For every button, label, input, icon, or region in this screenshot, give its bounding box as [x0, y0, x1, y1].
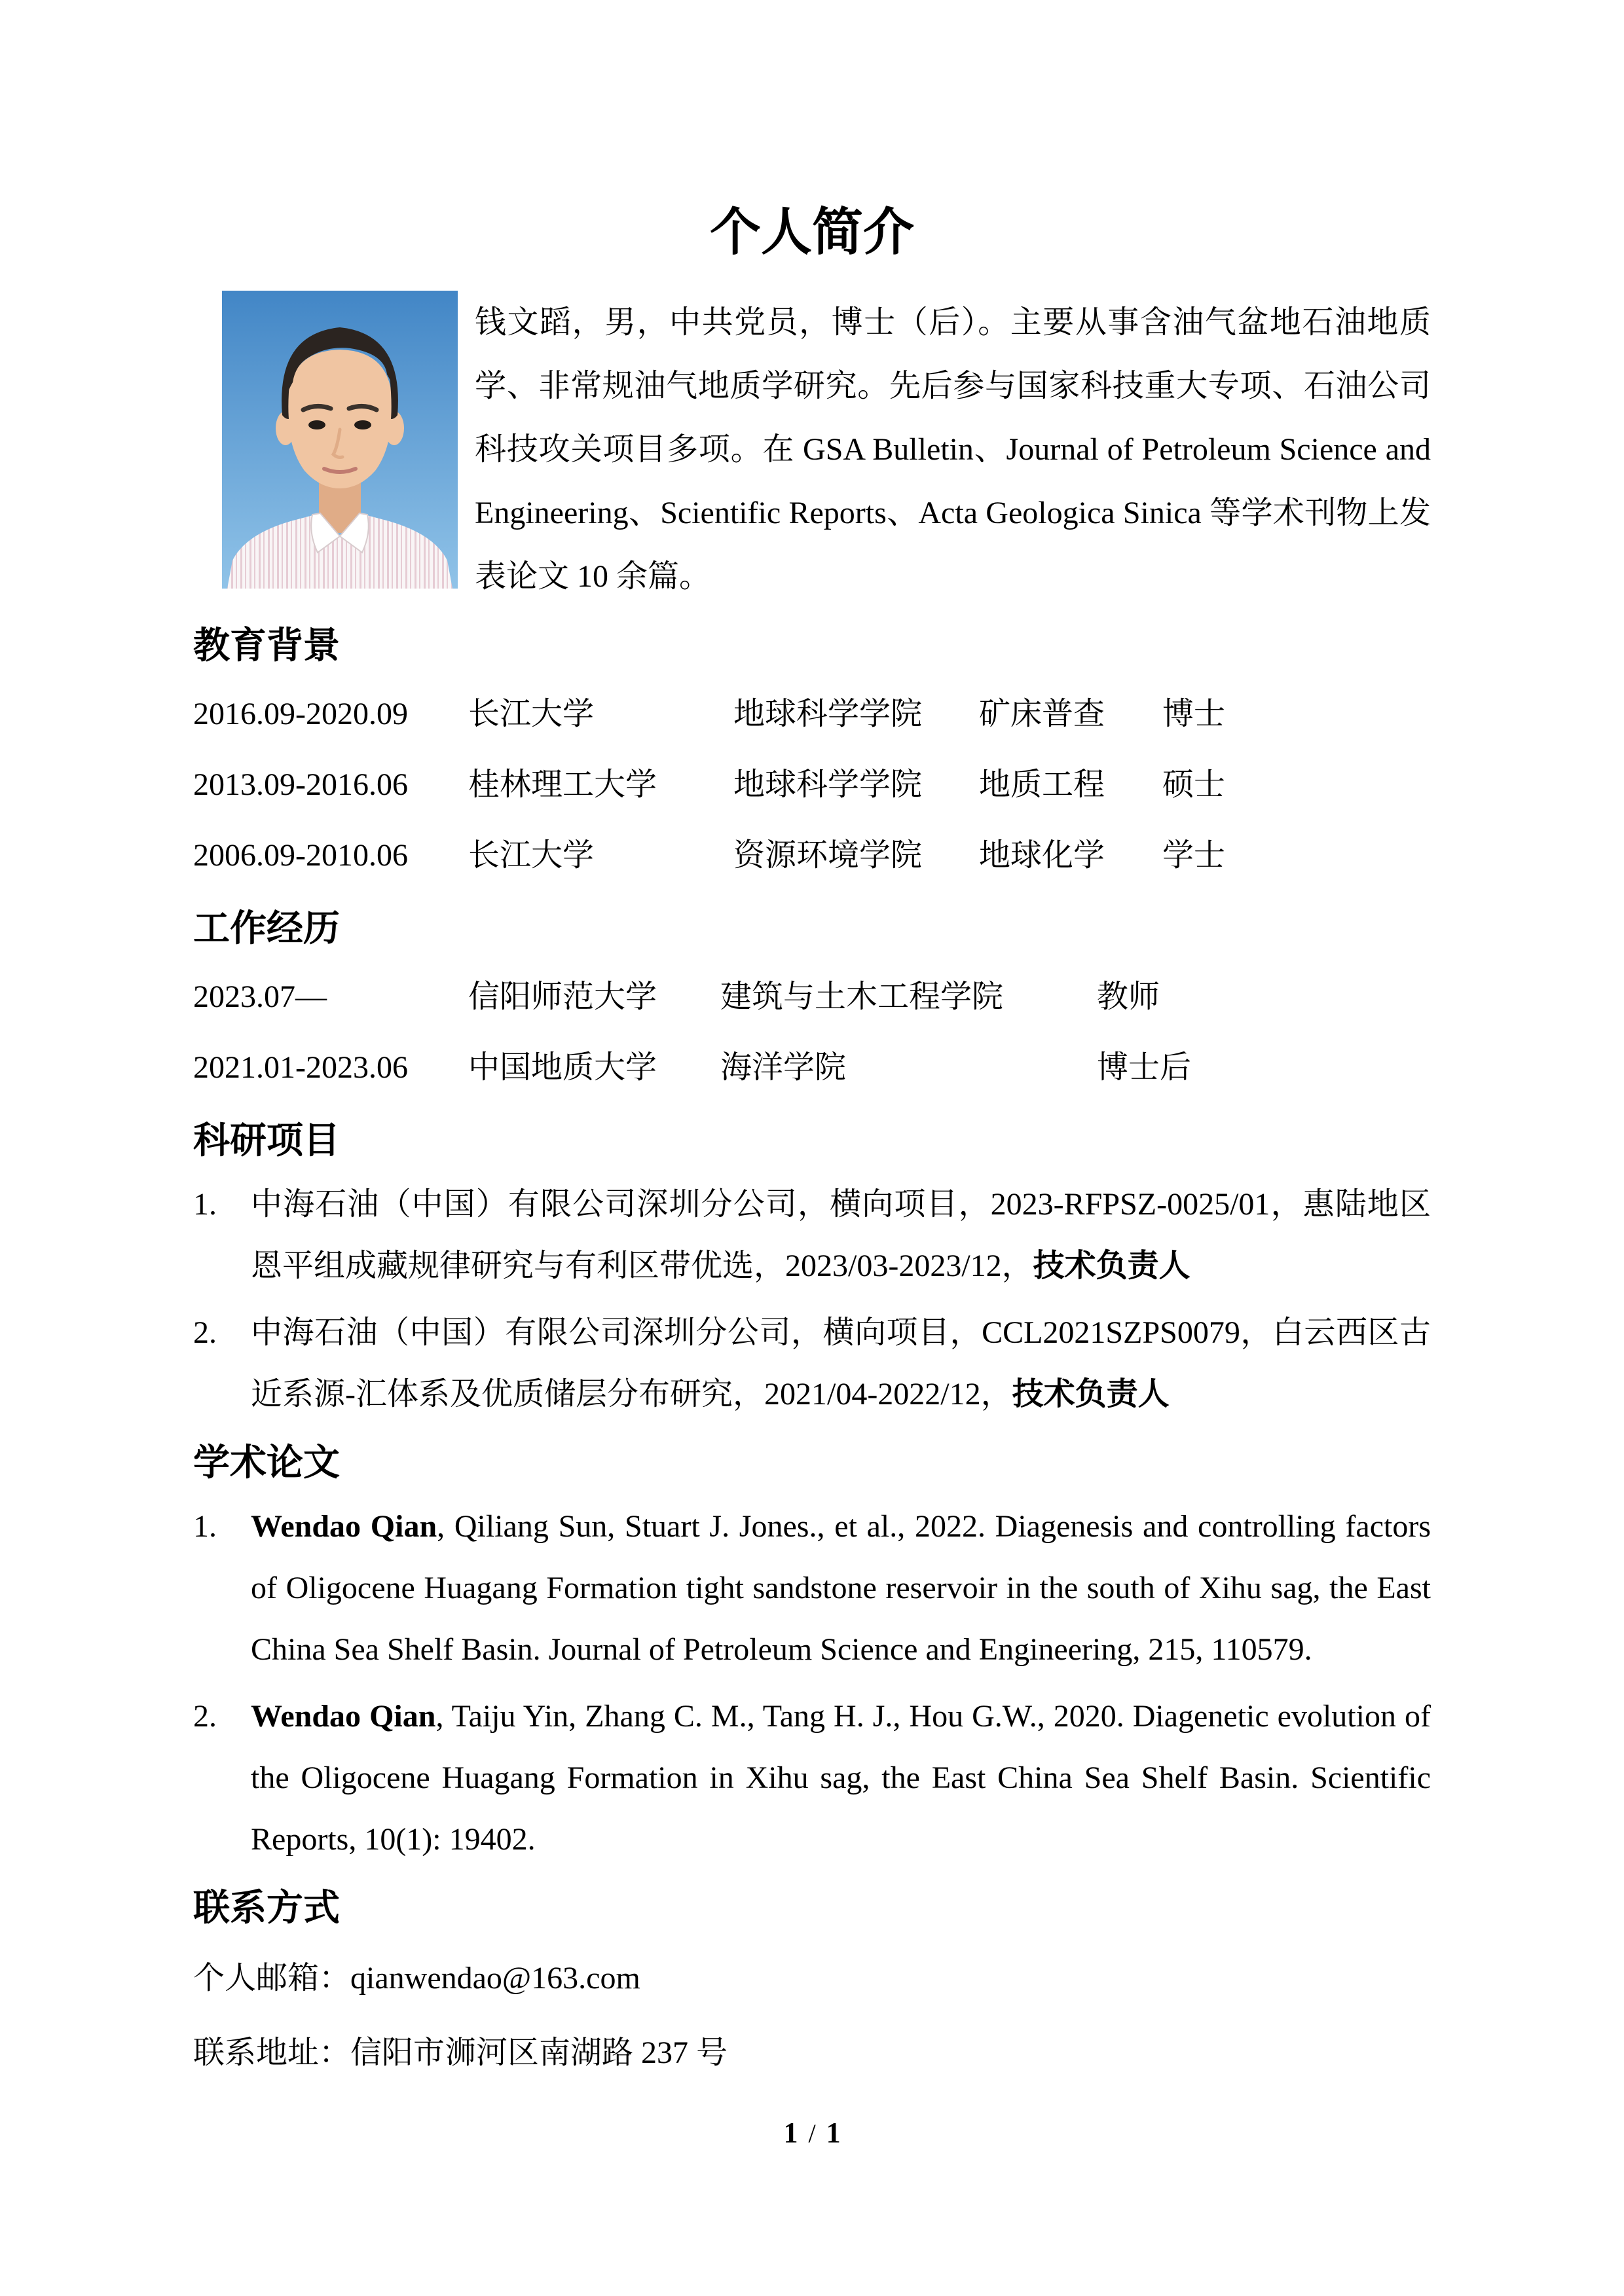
- contact-line-email: [193, 1941, 1431, 2016]
- work-department: 建筑与土木工程学院: [720, 979, 1004, 1014]
- work-row: [193, 962, 1431, 1032]
- paper-citation: [251, 1496, 1431, 1681]
- section-heading-work: 工作经历: [193, 907, 340, 949]
- contact-label: 联系地址：: [193, 2035, 351, 2070]
- edu-period: 2016.09-2020.09: [193, 697, 408, 731]
- work-department: 海洋学院: [720, 1050, 847, 1085]
- paper-first-author: Wendao Qian: [251, 1509, 437, 1544]
- section-heading-contact: 联系方式: [193, 1887, 340, 1928]
- education-row: [193, 820, 1431, 891]
- paper-item: [193, 1686, 1431, 1870]
- projects-list: [193, 1174, 1431, 1425]
- work-title: 教师: [1097, 979, 1160, 1014]
- education-row: [193, 750, 1431, 820]
- section-heading-papers: 学术论文: [193, 1442, 340, 1483]
- contact-line-address: [193, 2016, 1431, 2090]
- education-row: [193, 679, 1431, 750]
- page-separator: /: [808, 2119, 816, 2148]
- id-photo-illustration: [222, 291, 458, 589]
- project-role: 技术负责人: [1012, 1377, 1170, 1412]
- contact-address-value: 信阳市浉河区南湖路 237 号: [350, 2035, 728, 2070]
- work-period: 2021.01-2023.06: [193, 1050, 408, 1085]
- project-number: 1.: [193, 1187, 217, 1222]
- edu-major: 矿床普查: [979, 697, 1105, 731]
- paper-text: , Qiliang Sun, Stuart J. Jones., et al., 2022. Diagenesis and controlling factors of Oligocene Huagang Formation tight sandstone reservoir in the south of Xihu sag, the East China Sea Shelf Basin. Journal of Petroleum Science and Engineering, 215, 110579.: [251, 1509, 1431, 1667]
- page-total: 1: [826, 2117, 841, 2149]
- work-employer: 中国地质大学: [468, 1050, 657, 1085]
- project-item: [193, 1174, 1431, 1297]
- contact-email-value: qianwendao@163.com: [350, 1961, 640, 1995]
- edu-college: 地球科学学院: [733, 697, 923, 731]
- work-row: [193, 1032, 1431, 1103]
- edu-period: 2006.09-2010.06: [193, 838, 408, 873]
- edu-college: 资源环境学院: [733, 838, 923, 873]
- edu-school: 桂林理工大学: [468, 767, 657, 802]
- paper-number: 1.: [193, 1509, 217, 1544]
- edu-college: 地球科学学院: [733, 767, 923, 802]
- paper-citation: [251, 1686, 1431, 1870]
- work-period: 2023.07—: [193, 979, 327, 1014]
- photo-eye-left: [308, 420, 325, 429]
- project-role: 技术负责人: [1033, 1248, 1190, 1283]
- edu-major: 地质工程: [979, 767, 1105, 802]
- page-current: 1: [783, 2117, 798, 2149]
- education-table: [193, 679, 1431, 891]
- contact-block: [193, 1941, 1431, 2090]
- paper-first-author: Wendao Qian: [251, 1699, 436, 1734]
- edu-degree: 硕士: [1162, 767, 1226, 802]
- section-heading-education: 教育背景: [193, 625, 340, 666]
- photo-eye-right: [354, 420, 371, 429]
- contact-label: 个人邮箱：: [193, 1961, 351, 1995]
- edu-period: 2013.09-2016.06: [193, 767, 408, 802]
- project-item: [193, 1302, 1431, 1425]
- papers-list: [193, 1496, 1431, 1870]
- work-title: 博士后: [1097, 1050, 1192, 1085]
- page-title: 个人简介: [709, 203, 914, 261]
- work-employer: 信阳师范大学: [468, 979, 657, 1014]
- section-heading-projects: 科研项目: [193, 1120, 340, 1161]
- edu-degree: 博士: [1162, 697, 1226, 731]
- work-table: [193, 962, 1431, 1103]
- paper-number: 2.: [193, 1699, 217, 1734]
- project-text: 中海石油（中国）有限公司深圳分公司，横向项目，CCL2021SZPS0079，白云西区古近系源-汇体系及优质储层分布研究，2021/04-2022/12，: [251, 1315, 1431, 1412]
- project-description: [251, 1174, 1431, 1297]
- paper-text: , Taiju Yin, Zhang C. M., Tang H. J., Hou G.W., 2020. Diagenetic evolution of the Oligocene Huagang Formation in Xihu sag, the East China Sea Shelf Basin. Scientific Reports, 10(1): 19402.: [251, 1699, 1431, 1857]
- profile-section: [193, 291, 1431, 608]
- page-number-footer: [0, 2116, 1624, 2151]
- project-text: 中海石油（中国）有限公司深圳分公司，横向项目，2023-RFPSZ-0025/01，惠陆地区恩平组成藏规律研究与有利区带优选，2023/03-2023/12，: [251, 1187, 1431, 1283]
- edu-school: 长江大学: [468, 697, 595, 731]
- profile-summary: 钱文蹈，男，中共党员，博士（后）。主要从事含油气盆地石油地质学、非常规油气地质学研究。先后参与国家科技重大专项、石油公司科技攻关项目多项。在 GSA Bulletin、Journal of Petroleum Science and Engineering、Scientific Reports、Acta Geologica Sinica 等学术刊物上发表论文 10 余篇。: [475, 305, 1431, 594]
- paper-item: [193, 1496, 1431, 1681]
- project-description: [251, 1302, 1431, 1425]
- project-number: 2.: [193, 1315, 217, 1350]
- edu-school: 长江大学: [468, 838, 595, 873]
- edu-major: 地球化学: [979, 838, 1105, 873]
- page-content: [193, 0, 1431, 2090]
- id-photo: [222, 291, 458, 589]
- edu-degree: 学士: [1162, 838, 1226, 873]
- photo-face: [287, 350, 392, 488]
